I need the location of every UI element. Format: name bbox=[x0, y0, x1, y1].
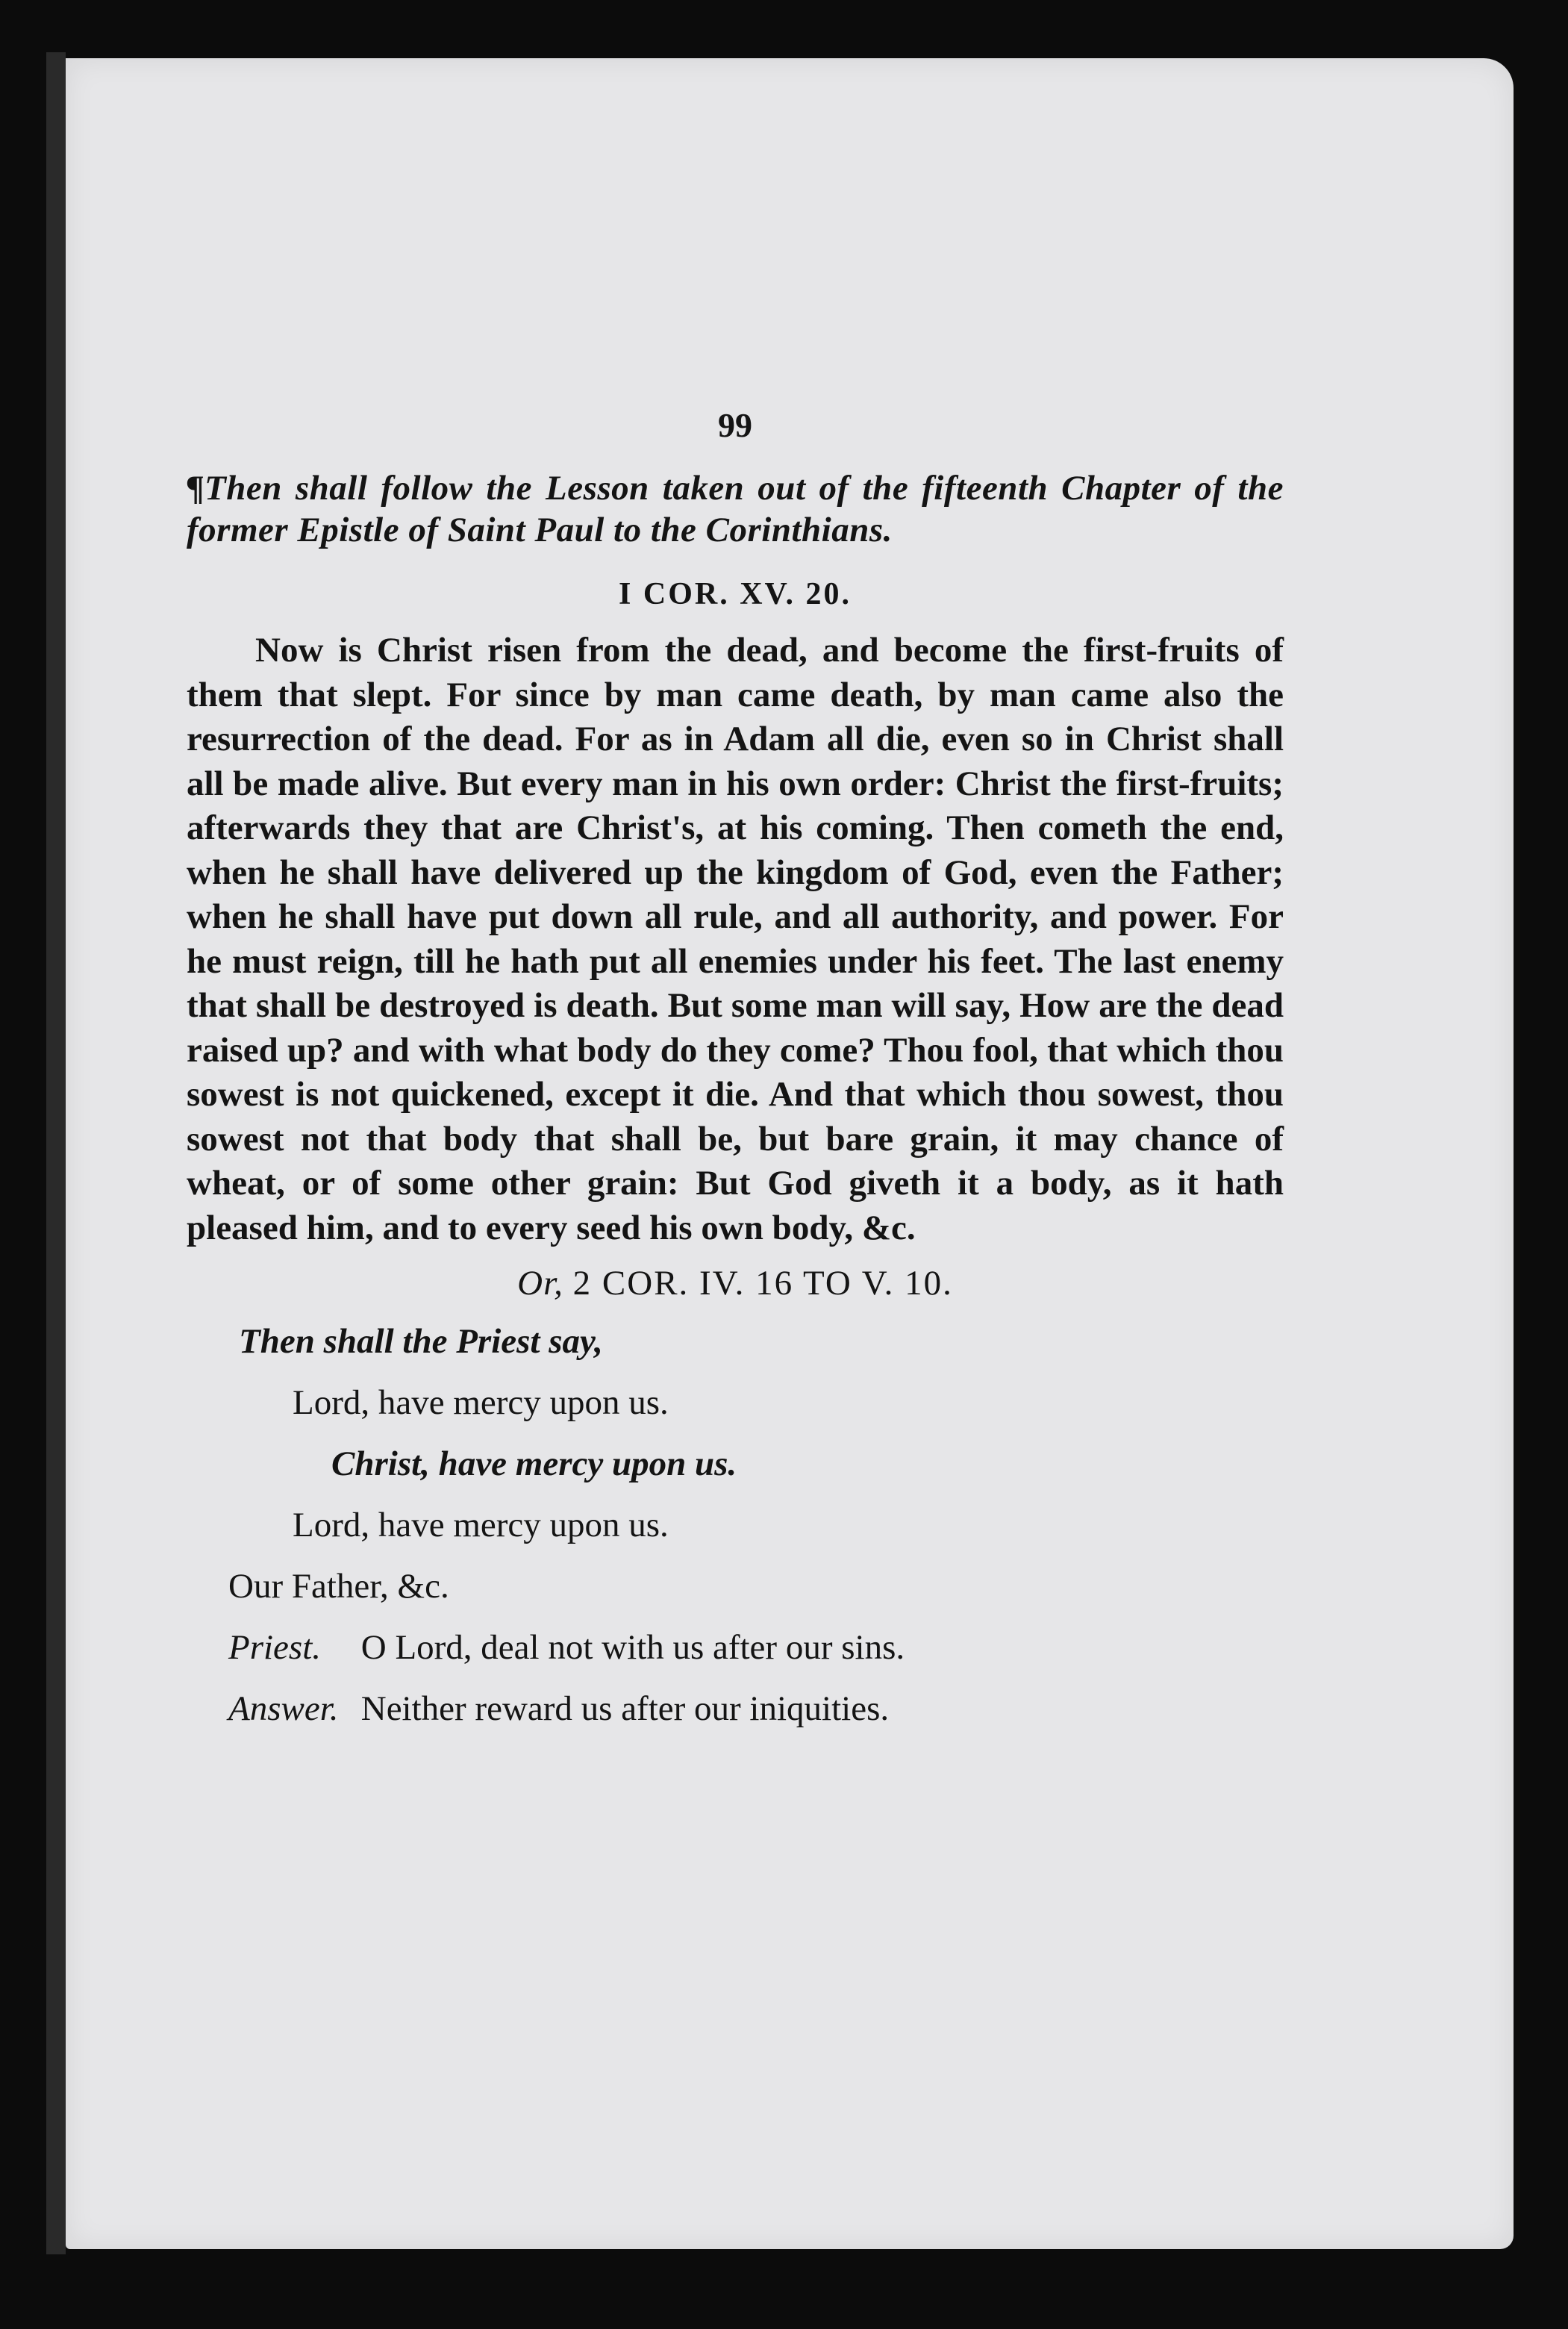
kyrie-line: Lord, have mercy upon us. bbox=[293, 1506, 669, 1544]
lords-prayer: Our Father, &c. bbox=[228, 1567, 449, 1606]
alternative-reference: 2 COR. IV. 16 TO V. 10. bbox=[572, 1264, 953, 1303]
scripture-citation: I COR. XV. 20. bbox=[619, 577, 852, 611]
priest-direction: Then shall the Priest say, bbox=[239, 1322, 603, 1361]
alternative-reading bbox=[187, 1261, 1284, 1306]
versicle-speaker: Answer. bbox=[228, 1689, 339, 1728]
kyrie-line: Christ, have mercy upon us. bbox=[331, 1444, 737, 1483]
page-number: 99 bbox=[718, 406, 752, 444]
lesson-rubric: ¶Then shall follow the Lesson taken out of the fifteenth Chapter of the former Epistle of Saint Paul to the Corinthians. bbox=[187, 469, 1284, 549]
versicle-answer bbox=[228, 1686, 1284, 1731]
kyrie-line: Lord, have mercy upon us. bbox=[293, 1383, 669, 1422]
versicle-speaker: Priest. bbox=[228, 1628, 322, 1667]
versicle-text: O Lord, deal not with us after our sins. bbox=[360, 1628, 905, 1667]
versicle-priest bbox=[228, 1625, 1284, 1670]
alternative-or: Or, bbox=[517, 1264, 563, 1303]
lesson-text: Now is Christ risen from the dead, and become the first-fruits of them that slept. For since by man came death, by man came also the resurrection of the dead. For as in Adam all die, even so in Christ shall all be made alive. But every man in his own order: Christ the first-fruits; afterwards they that are Christ's, at his coming. Then cometh the end, when he shall have delivered up the kingdom of God, even the Father; when he shall have put down all rule, and all authority, and power. For he must reign, till he hath put all enemies under his feet. The last enemy that shall be destroyed is death. But some man will say, How are the dead raised up? and with what body do they come? Thou fool, that which thou sowest is not quickened, except it die. And that which thou sowest, thou sowest not that body that shall be, but bare grain, it may chance of wheat, or of some other grain: But God giveth it a body, as it hath pleased him, and to every seed his own body, &c. bbox=[187, 631, 1284, 1247]
book-spine-edge bbox=[46, 52, 66, 2254]
versicle-text: Neither reward us after our iniquities. bbox=[360, 1689, 890, 1728]
page-content bbox=[187, 403, 1284, 1747]
